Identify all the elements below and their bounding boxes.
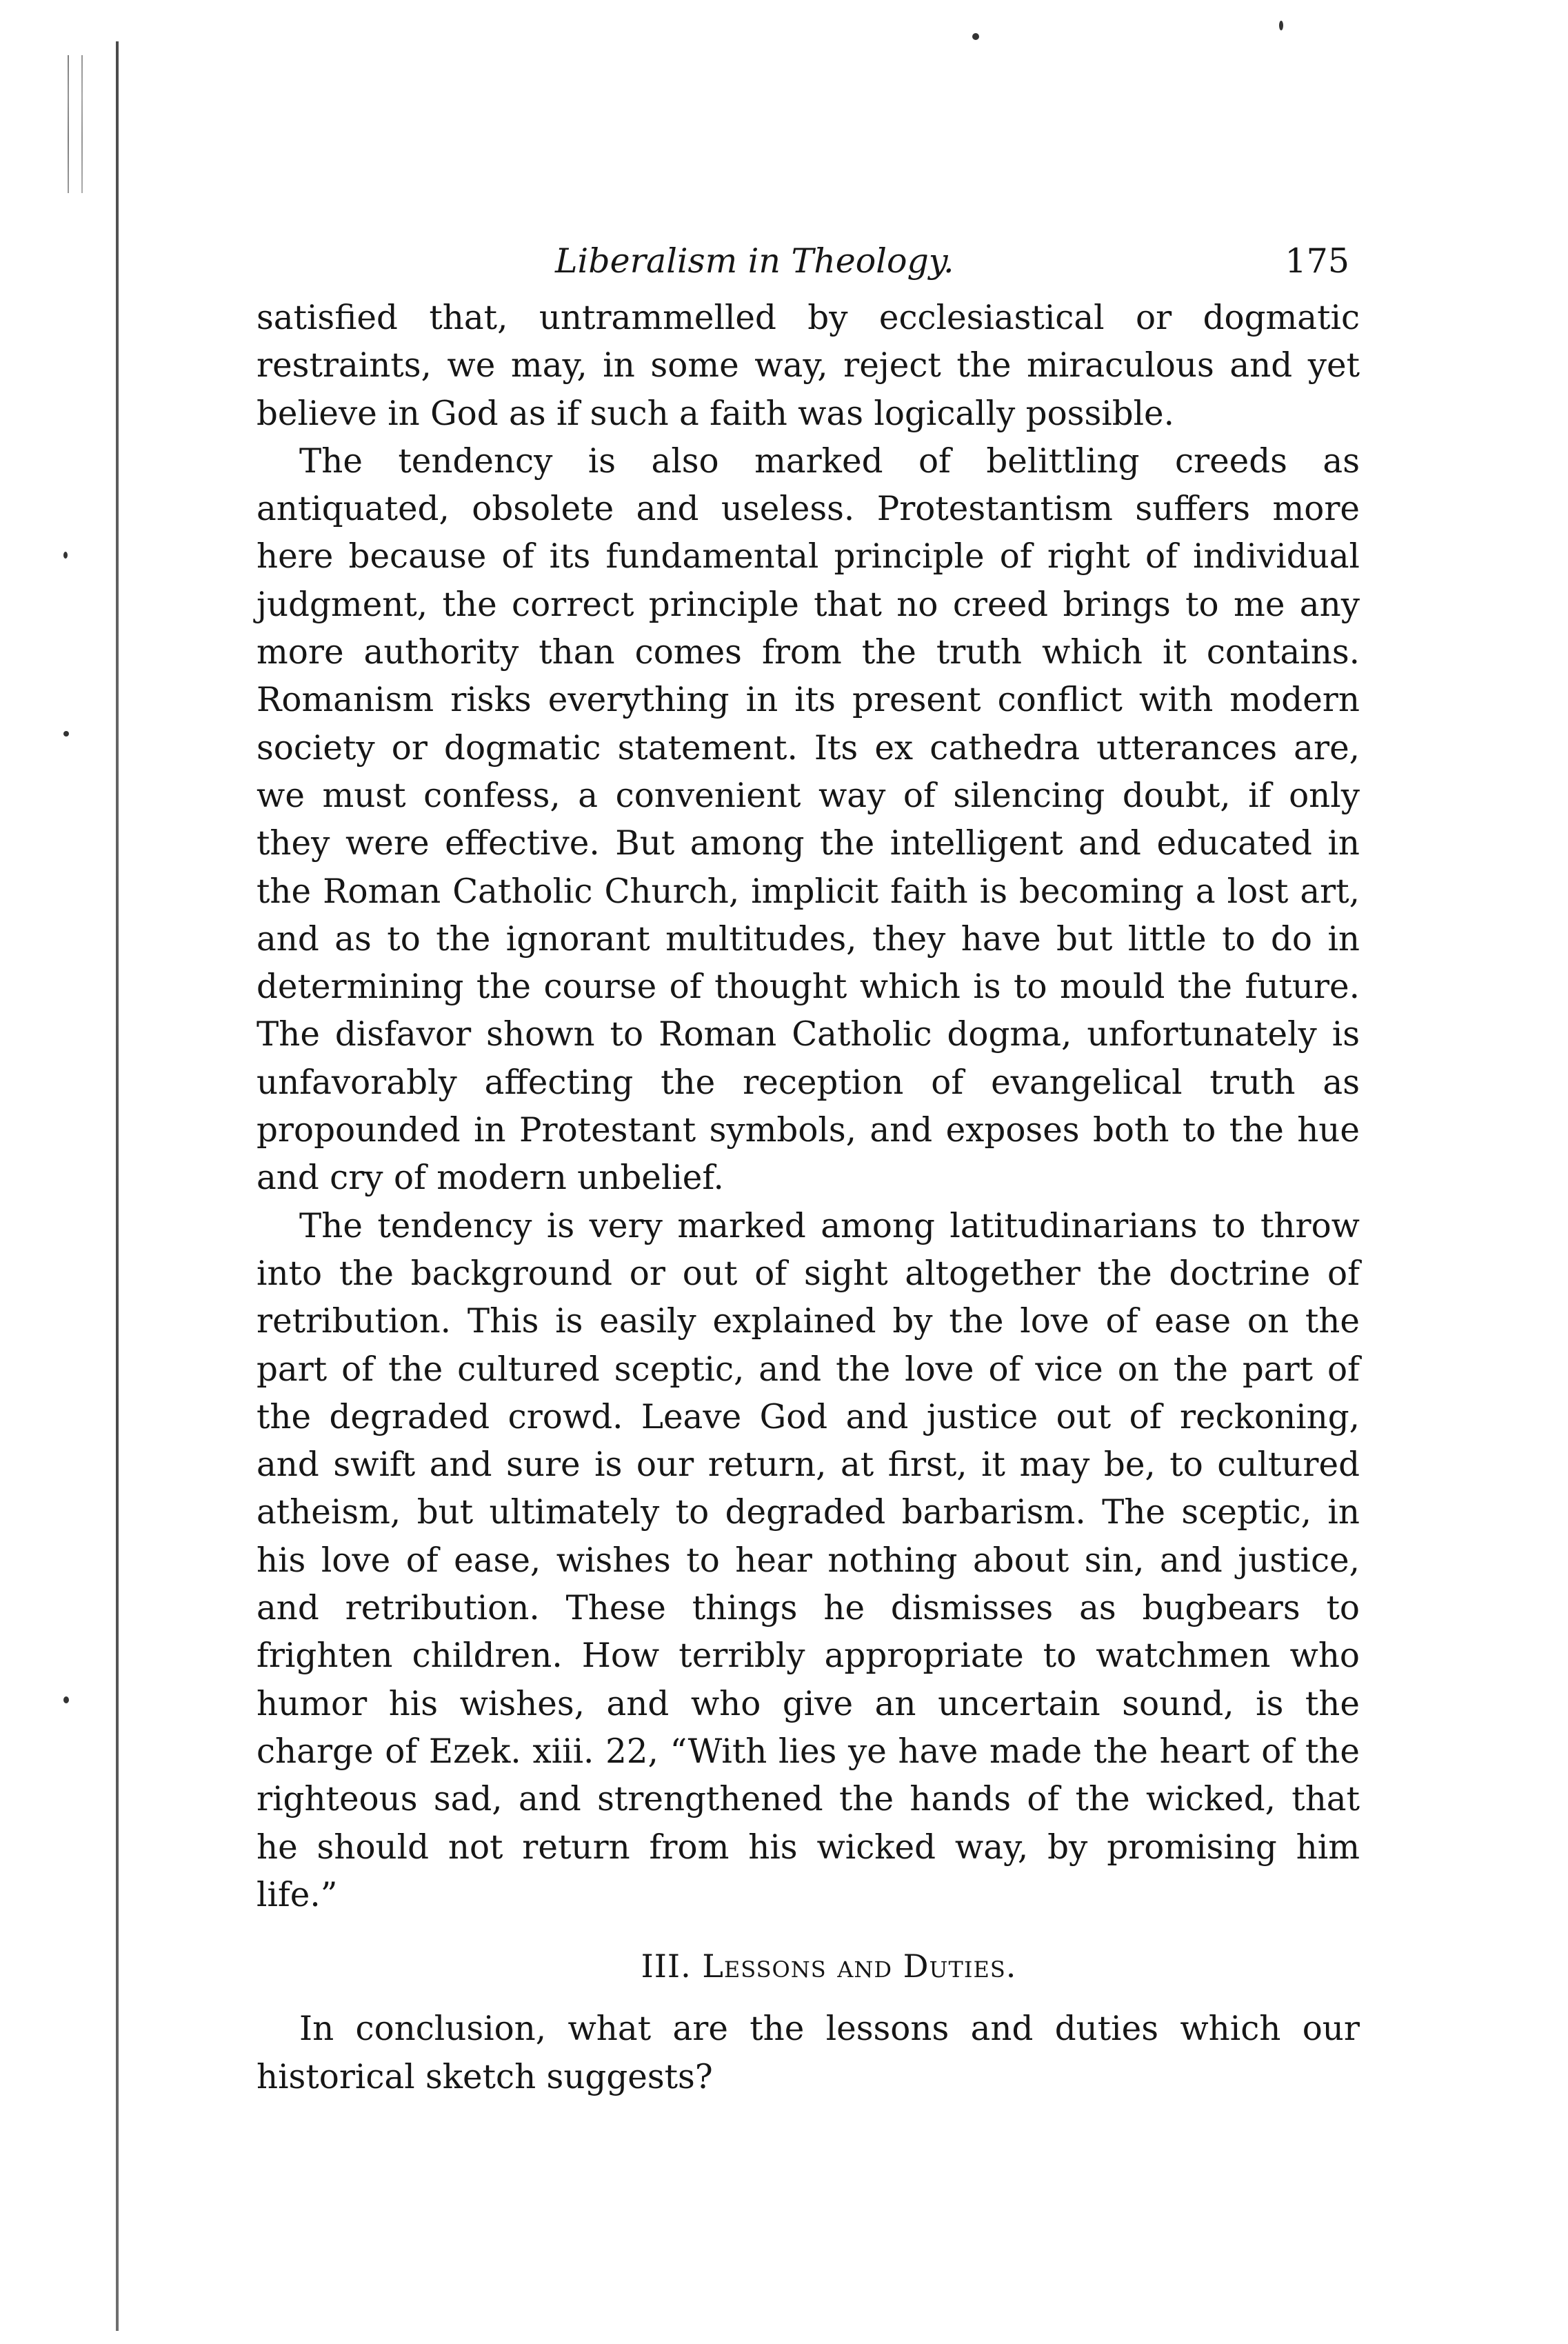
paragraph: The tendency is very marked among latitudinarians to throw into the background or out of sight altogether the doctrine of retribution. This is easily explained by the love of ease on the part of the cultured sceptic, and the love of vice on the part of the degraded crowd. Leave God and justice out of reckoning, and swift and sure is our return, at first, it may be, to cultured atheism, but ultimately to degraded barbarism. The sceptic, in his love of ease, wishes to hear nothing about sin, and justice, and retribution. These things he dismisses as bugbears to frighten children. How terribly appropriate to watchmen who humor his wishes, and who give an uncertain sound, is the charge of Ezek. xiii. 22, “With lies ye have made the heart of the righteous sad, and strengthened the hands of the wicked, that he should not return from his wicked way, by promising him life.” [257, 1206, 1360, 1914]
scan-speck [63, 1696, 69, 1703]
scan-speck [63, 552, 68, 559]
paragraph: satisfied that, untrammelled by ecclesiastical or dogmatic restraints, we may, in some way, reject the miraculous and yet believe in God as if such a faith was logically possible. [257, 299, 1360, 433]
paragraph: The tendency is also marked of belittling creeds as antiquated, obsolete and useless. Protestantism suffers more here because of its fundamental principle of right of individual judgment, the correct principle that no creed brings to me any more authority than comes from the truth which it contains. Romanism risks everything in its present conflict with modern society or dogmatic statement. Its ex cathedra utterances are, we must confess, a convenient way of silencing doubt, if only they were effective. But among the intelligent and educated in the Roman Catholic Church, implicit faith is becoming a lost art, and as to the ignorant multitudes, they have but little to do in determining the course of thought which is to mould the future. The disfavor shown to Roman Catholic dogma, unfortunately is unfavorably affecting the reception of evangelical truth as propounded in Protestant symbols, and exposes both to the hue and cry of modern unbelief. [257, 441, 1360, 1198]
binding-edge-mark [81, 55, 83, 193]
scan-speck [1279, 21, 1283, 30]
binding-gutter-line [116, 41, 119, 2331]
page-number: 175 [1285, 241, 1349, 281]
body-text [257, 294, 1360, 2101]
scan-speck [972, 33, 979, 40]
book-page [257, 234, 1360, 2101]
paragraph: In conclusion, what are the lessons and duties which our historical sketch suggests? [257, 2010, 1360, 2096]
running-head [257, 234, 1360, 297]
binding-edge-mark [68, 55, 69, 193]
scan-speck [63, 731, 69, 737]
running-head-title: Liberalism in Theology. [555, 241, 954, 281]
section-heading: III. Lessons and Duties. [641, 1947, 1017, 1985]
